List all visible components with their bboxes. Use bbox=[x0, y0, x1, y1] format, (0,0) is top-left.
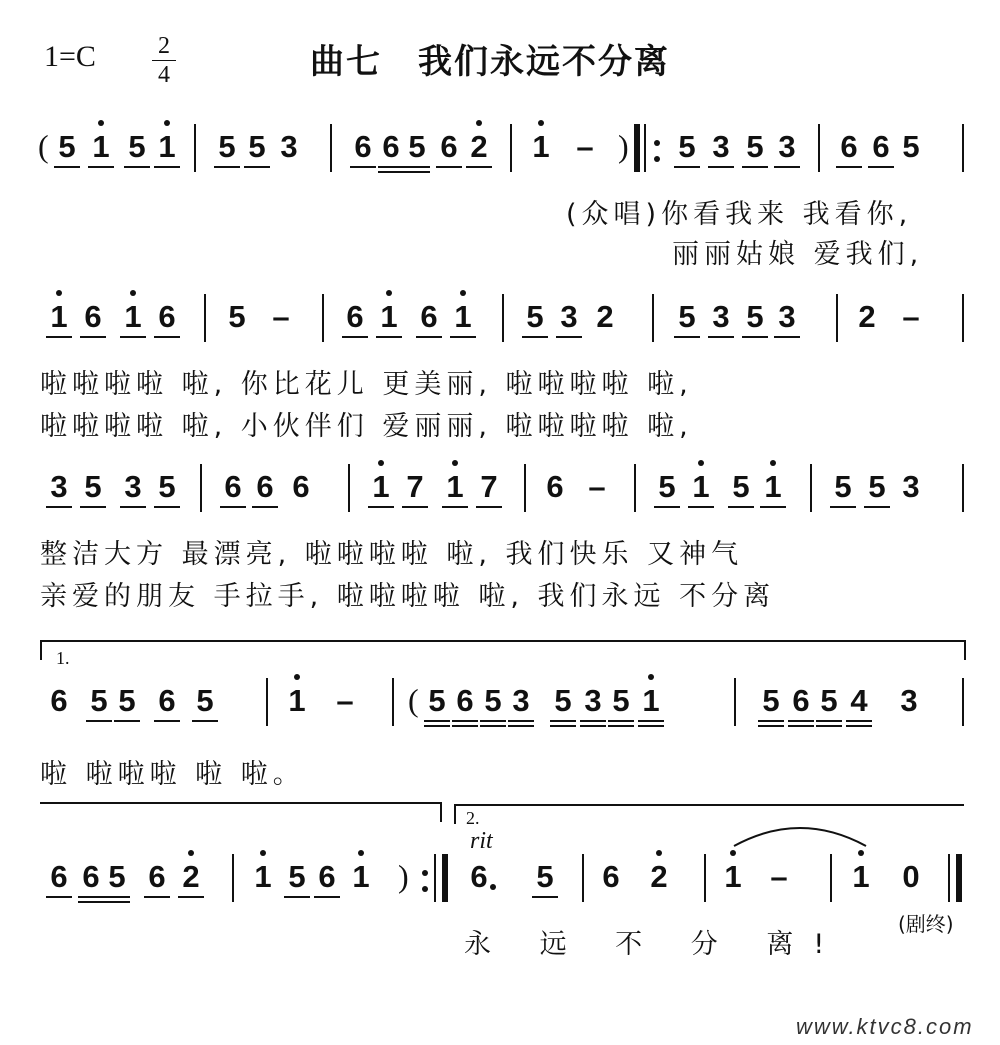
note bbox=[212, 118, 242, 178]
note-digit: 5 bbox=[526, 299, 544, 334]
note bbox=[312, 848, 342, 908]
score-line-1 bbox=[0, 118, 1000, 178]
note-digit: 5 bbox=[732, 469, 750, 504]
note-digit: – bbox=[336, 683, 354, 718]
note bbox=[554, 288, 584, 348]
note bbox=[44, 458, 74, 518]
note bbox=[540, 458, 570, 518]
note bbox=[846, 848, 876, 908]
note bbox=[44, 288, 74, 348]
note bbox=[636, 672, 666, 732]
note-digit: – bbox=[272, 299, 290, 334]
note bbox=[706, 288, 736, 348]
hold-dash bbox=[570, 118, 600, 178]
score-line-3 bbox=[0, 458, 1000, 518]
note bbox=[464, 118, 494, 178]
note bbox=[448, 288, 478, 348]
note-digit: 5 bbox=[658, 469, 676, 504]
note-digit: 5 bbox=[288, 859, 306, 894]
note bbox=[118, 458, 148, 518]
note bbox=[896, 848, 926, 908]
lyric-line-2b: 啦啦啦啦 啦, 小伙伴们 爱丽丽, 啦啦啦啦 啦, bbox=[40, 411, 693, 442]
hold-dash bbox=[764, 848, 794, 908]
tie-arc bbox=[730, 820, 870, 850]
note-digit: 5 bbox=[84, 469, 102, 504]
note-digit: 5 bbox=[58, 129, 76, 164]
note-digit: 1 bbox=[642, 683, 660, 718]
note bbox=[282, 848, 312, 908]
note-digit: 1 bbox=[692, 469, 710, 504]
volta-bracket-2 bbox=[454, 804, 964, 824]
barline bbox=[652, 294, 654, 342]
note bbox=[176, 848, 206, 908]
note-digit: 6 bbox=[354, 129, 372, 164]
volta-label-2: 2. bbox=[466, 808, 480, 828]
barline bbox=[330, 124, 332, 172]
note bbox=[400, 458, 430, 518]
note-digit: 1 bbox=[158, 129, 176, 164]
note bbox=[218, 458, 248, 518]
lyric-line-1a: (众唱)你看我来 我看你, bbox=[566, 199, 913, 230]
note-digit: 5 bbox=[118, 683, 136, 718]
note-digit: 3 bbox=[900, 683, 918, 718]
note-digit: 6 bbox=[158, 683, 176, 718]
note-digit: 5 bbox=[612, 683, 630, 718]
note bbox=[506, 672, 536, 732]
barline bbox=[836, 294, 838, 342]
note-digit: 6 bbox=[84, 299, 102, 334]
note bbox=[274, 118, 304, 178]
lyric-line-2a: 啦啦啦啦 啦, 你比花儿 更美丽, 啦啦啦啦 啦, bbox=[40, 369, 693, 400]
note-digit: 1 bbox=[454, 299, 472, 334]
meter-top: 2 bbox=[158, 33, 170, 59]
note-digit: – bbox=[770, 859, 788, 894]
note bbox=[894, 672, 924, 732]
note bbox=[478, 672, 508, 732]
note-digit: 5 bbox=[158, 469, 176, 504]
note-digit: 3 bbox=[712, 129, 730, 164]
song-title: 曲七 我们永远不分离 bbox=[310, 42, 670, 82]
note-digit: 7 bbox=[480, 469, 498, 504]
note bbox=[740, 118, 770, 178]
score-line-5 bbox=[0, 848, 1000, 908]
note bbox=[652, 458, 682, 518]
hold-dash bbox=[896, 288, 926, 348]
note-digit: 3 bbox=[584, 683, 602, 718]
note bbox=[282, 672, 312, 732]
note-digit: 6 bbox=[50, 859, 68, 894]
site-watermark: www.ktvc8.com bbox=[796, 1014, 974, 1039]
note-digit: 1 bbox=[372, 469, 390, 504]
barline bbox=[232, 854, 234, 902]
barline bbox=[830, 854, 832, 902]
barline bbox=[434, 854, 436, 902]
note-digit: 5 bbox=[228, 299, 246, 334]
lyric-line-1b: 丽丽姑娘 爱我们, bbox=[672, 239, 924, 270]
note bbox=[348, 118, 378, 178]
note bbox=[686, 458, 716, 518]
note bbox=[814, 672, 844, 732]
note-digit: 2 bbox=[858, 299, 876, 334]
hold-dash bbox=[582, 458, 612, 518]
note-digit: 1 bbox=[724, 859, 742, 894]
barline bbox=[266, 678, 268, 726]
barline bbox=[524, 464, 526, 512]
barline bbox=[348, 464, 350, 512]
note bbox=[672, 118, 702, 178]
note-digit: 1 bbox=[124, 299, 142, 334]
meter-bottom: 4 bbox=[158, 62, 170, 88]
note bbox=[578, 672, 608, 732]
note bbox=[464, 848, 494, 908]
note-digit: 3 bbox=[512, 683, 530, 718]
note bbox=[726, 458, 756, 518]
note bbox=[756, 672, 786, 732]
note-digit: 7 bbox=[406, 469, 424, 504]
note-digit: 3 bbox=[778, 299, 796, 334]
note-digit: 6 bbox=[840, 129, 858, 164]
note bbox=[740, 288, 770, 348]
hold-dash bbox=[330, 672, 360, 732]
note bbox=[152, 458, 182, 518]
note bbox=[122, 118, 152, 178]
note-digit: 4 bbox=[850, 683, 868, 718]
note bbox=[644, 848, 674, 908]
note-digit: 5 bbox=[248, 129, 266, 164]
barline bbox=[510, 124, 512, 172]
note-digit: – bbox=[576, 129, 594, 164]
barline bbox=[442, 854, 448, 902]
close-paren: ) bbox=[618, 128, 629, 164]
note-digit: 5 bbox=[536, 859, 554, 894]
note bbox=[828, 458, 858, 518]
note bbox=[866, 118, 896, 178]
note-digit: 3 bbox=[560, 299, 578, 334]
note bbox=[434, 118, 464, 178]
barline bbox=[392, 678, 394, 726]
note-digit: 1 bbox=[446, 469, 464, 504]
note-digit: 2 bbox=[182, 859, 200, 894]
note bbox=[340, 288, 370, 348]
open-paren: ( bbox=[408, 682, 419, 718]
note-digit: 6 bbox=[292, 469, 310, 504]
note bbox=[102, 848, 132, 908]
barline bbox=[810, 464, 812, 512]
barline bbox=[582, 854, 584, 902]
note-digit: 6 bbox=[158, 299, 176, 334]
note-digit: 3 bbox=[712, 299, 730, 334]
note-digit: 6 bbox=[470, 859, 488, 894]
barline bbox=[200, 464, 202, 512]
note bbox=[242, 118, 272, 178]
note-digit: 5 bbox=[746, 129, 764, 164]
note-digit: 1 bbox=[352, 859, 370, 894]
note bbox=[520, 288, 550, 348]
note bbox=[78, 288, 108, 348]
note-digit: 5 bbox=[196, 683, 214, 718]
note bbox=[834, 118, 864, 178]
note bbox=[190, 672, 220, 732]
note bbox=[896, 118, 926, 178]
barline bbox=[818, 124, 820, 172]
note-digit: 1 bbox=[254, 859, 272, 894]
note-digit: 1 bbox=[852, 859, 870, 894]
note-digit: 5 bbox=[108, 859, 126, 894]
note bbox=[530, 848, 560, 908]
note-digit: 1 bbox=[288, 683, 306, 718]
note bbox=[422, 672, 452, 732]
note bbox=[222, 288, 252, 348]
note-digit: 3 bbox=[124, 469, 142, 504]
ritardando-mark: rit bbox=[470, 828, 493, 854]
note-digit: 5 bbox=[428, 683, 446, 718]
note bbox=[78, 458, 108, 518]
note bbox=[772, 288, 802, 348]
note bbox=[590, 288, 620, 348]
note-digit: 5 bbox=[746, 299, 764, 334]
lyric-line-5: 永 远 不 分 离! bbox=[464, 929, 845, 960]
note-digit: 5 bbox=[218, 129, 236, 164]
note-digit: 6 bbox=[318, 859, 336, 894]
note-digit: 5 bbox=[554, 683, 572, 718]
barline bbox=[502, 294, 504, 342]
note-digit: 1 bbox=[764, 469, 782, 504]
note-digit: 2 bbox=[650, 859, 668, 894]
barline bbox=[948, 854, 950, 902]
note-digit: 5 bbox=[868, 469, 886, 504]
note bbox=[374, 288, 404, 348]
repeat-dot bbox=[422, 886, 428, 892]
repeat-dot bbox=[654, 156, 660, 162]
note-digit: 6 bbox=[440, 129, 458, 164]
note bbox=[346, 848, 376, 908]
note bbox=[142, 848, 172, 908]
note bbox=[772, 118, 802, 178]
barline bbox=[634, 464, 636, 512]
note-digit: 1 bbox=[92, 129, 110, 164]
note bbox=[84, 672, 114, 732]
note-digit: 6 bbox=[382, 129, 400, 164]
note-digit: 5 bbox=[678, 299, 696, 334]
volta-label-1: 1. bbox=[56, 648, 70, 668]
note-digit: 6 bbox=[224, 469, 242, 504]
note-digit: 1 bbox=[50, 299, 68, 334]
note bbox=[606, 672, 636, 732]
key-signature: 1=C bbox=[44, 40, 96, 73]
note-digit: 2 bbox=[596, 299, 614, 334]
note bbox=[596, 848, 626, 908]
note bbox=[112, 672, 142, 732]
note-digit: 6 bbox=[148, 859, 166, 894]
barline bbox=[956, 854, 962, 902]
note-digit: 3 bbox=[50, 469, 68, 504]
barline bbox=[204, 294, 206, 342]
note-digit: 6 bbox=[50, 683, 68, 718]
volta-bracket-1 bbox=[40, 640, 966, 660]
note bbox=[706, 118, 736, 178]
note-digit: 6 bbox=[256, 469, 274, 504]
barline bbox=[962, 464, 964, 512]
note-digit: 6 bbox=[346, 299, 364, 334]
note bbox=[414, 288, 444, 348]
note bbox=[718, 848, 748, 908]
note-digit: 1 bbox=[380, 299, 398, 334]
note-digit: 3 bbox=[778, 129, 796, 164]
note-digit: 6 bbox=[872, 129, 890, 164]
note bbox=[844, 672, 874, 732]
note bbox=[450, 672, 480, 732]
note-digit: 5 bbox=[408, 129, 426, 164]
volta-bracket-1b bbox=[40, 802, 442, 822]
note-digit: 5 bbox=[762, 683, 780, 718]
note bbox=[896, 458, 926, 518]
note-digit: 6 bbox=[546, 469, 564, 504]
barline bbox=[734, 678, 736, 726]
lyric-line-3b: 亲爱的朋友 手拉手, 啦啦啦啦 啦, 我们永远 不分离 bbox=[40, 581, 776, 612]
note-digit: 5 bbox=[820, 683, 838, 718]
note-digit: 5 bbox=[902, 129, 920, 164]
lyric-line-4: 啦 啦啦啦 啦 啦。 bbox=[40, 759, 305, 790]
note-digit: 6 bbox=[420, 299, 438, 334]
note bbox=[474, 458, 504, 518]
note-digit: 6 bbox=[792, 683, 810, 718]
barline bbox=[634, 124, 640, 172]
close-paren: ) bbox=[398, 858, 409, 894]
note-digit: 5 bbox=[834, 469, 852, 504]
barline bbox=[194, 124, 196, 172]
note-digit: 6 bbox=[602, 859, 620, 894]
note-digit: 1 bbox=[532, 129, 550, 164]
note-digit: 5 bbox=[90, 683, 108, 718]
note bbox=[758, 458, 788, 518]
barline bbox=[962, 294, 964, 342]
note bbox=[44, 672, 74, 732]
note-digit: 6 bbox=[456, 683, 474, 718]
barline bbox=[322, 294, 324, 342]
note bbox=[118, 288, 148, 348]
end-note: (剧终) bbox=[898, 912, 954, 936]
note bbox=[152, 288, 182, 348]
note bbox=[862, 458, 892, 518]
note-digit: – bbox=[902, 299, 920, 334]
barline bbox=[962, 678, 964, 726]
note bbox=[250, 458, 280, 518]
note bbox=[526, 118, 556, 178]
note-digit: 5 bbox=[128, 129, 146, 164]
note bbox=[548, 672, 578, 732]
note bbox=[44, 848, 74, 908]
note bbox=[402, 118, 432, 178]
score-line-4 bbox=[0, 672, 1000, 732]
note bbox=[440, 458, 470, 518]
note bbox=[366, 458, 396, 518]
note bbox=[852, 288, 882, 348]
note bbox=[248, 848, 278, 908]
note bbox=[152, 672, 182, 732]
note bbox=[672, 288, 702, 348]
note-digit: – bbox=[588, 469, 606, 504]
note-digit: 5 bbox=[484, 683, 502, 718]
repeat-dot bbox=[654, 140, 660, 146]
note bbox=[152, 118, 182, 178]
note-digit: 2 bbox=[470, 129, 488, 164]
score-line-2 bbox=[0, 288, 1000, 348]
note bbox=[86, 118, 116, 178]
time-signature bbox=[152, 34, 176, 87]
barline bbox=[644, 124, 646, 172]
note-digit: 0 bbox=[902, 859, 920, 894]
note-digit: 3 bbox=[902, 469, 920, 504]
note-digit: 6 bbox=[82, 859, 100, 894]
note bbox=[52, 118, 82, 178]
lyric-line-3a: 整洁大方 最漂亮, 啦啦啦啦 啦, 我们快乐 又神气 bbox=[40, 539, 744, 570]
repeat-dot bbox=[422, 870, 428, 876]
open-paren: ( bbox=[38, 128, 49, 164]
barline bbox=[704, 854, 706, 902]
note-digit: 3 bbox=[280, 129, 298, 164]
note bbox=[786, 672, 816, 732]
note bbox=[286, 458, 316, 518]
barline bbox=[962, 124, 964, 172]
hold-dash bbox=[266, 288, 296, 348]
note-digit: 5 bbox=[678, 129, 696, 164]
